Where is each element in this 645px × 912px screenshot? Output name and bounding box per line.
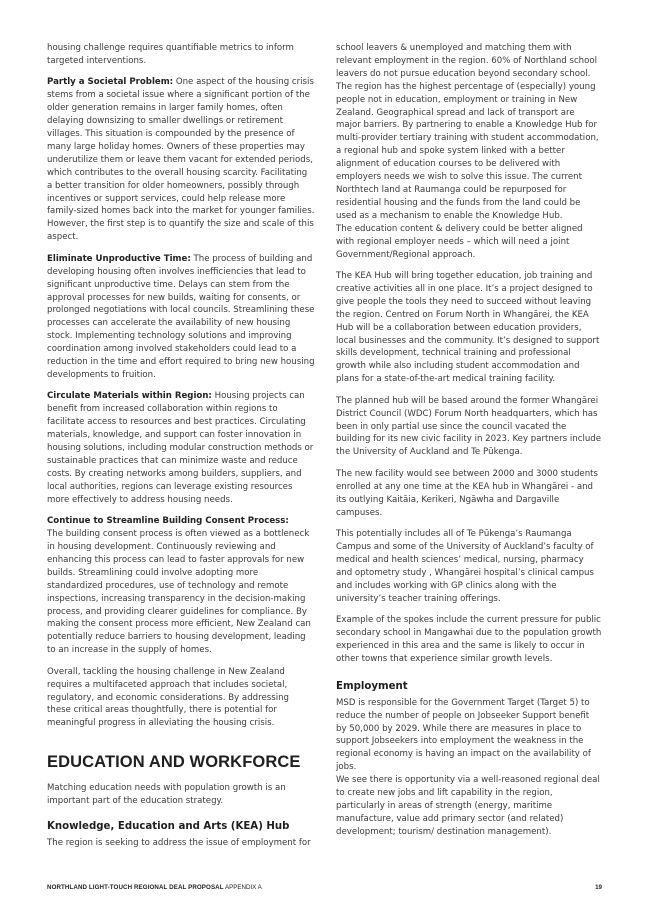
employment-paragraph-1: MSD is responsible for the Government Target (Target 5) to reduce the number of people on Jobseeker Support benefit by 50,000 by 2029. While there are measures in place to support Jobseekers into employment the weakness in the regional economy is having an impact on the availability of jobs. bbox=[336, 697, 591, 773]
overall-paragraph: Overall, tackling the housing challenge in New Zealand requires a multifaceted approach that includes societal, regulatory, and economic considerations. By addressing these critical areas thoughtfully, there is potential for meaningful progress in alleviating the housing crisis. bbox=[47, 666, 289, 729]
kea-paragraph-2: The KEA Hub will bring together education, job training and creative activities all in one place. It’s a project designed to give people the tools they need to succeed without leaving the region. Centred on Forum North in Whangārei, the KEA Hub will be a collaboration between education providers, local businesses and the community. It’s designed to support skills development, technical training and professional growth while also including student accommodation and plans for a state-of-the-art medical training facility. bbox=[336, 271, 600, 385]
circulate-text: Housing projects can benefit from increased collaboration within regions to facilitate access to resources and best practices. Circulating materials, knowledge, and support can foster innovation in housing solutions, including modular construction methods or sustainable practices that can minimize waste and reduce costs. By creating networks among builders, suppliers, and local authorities, regions can leverage existing resources more effectively to address housing needs. bbox=[47, 391, 314, 505]
page-number: 19 bbox=[595, 884, 602, 891]
intro-paragraph: housing challenge requires quantifiable metrics to inform targeted interventions. bbox=[47, 43, 294, 66]
employment-paragraph-2: We see there is opportunity via a well-reasoned regional deal to create new jobs and lift capability in the region, particularly in areas of strength (energy, maritime manufacture, value add primary sector (and related) development; tourism/ destination management). bbox=[336, 775, 600, 837]
circulate-heading: Circulate Materials within Region: bbox=[47, 391, 212, 402]
kea-intro: The region is seeking to address the issue of employment for bbox=[47, 838, 311, 849]
appendix-label: APPENDIX A bbox=[225, 884, 262, 891]
consent-paragraph bbox=[47, 515, 315, 657]
kea-paragraph-3: The planned hub will be based around the former Whangārei District Council (WDC) Forum North headquarters, which has been in only partial use since the council vacated the building for its new civic facility in 2023. Key partners include the University of Auckland and Te Pūkenga. bbox=[336, 395, 602, 458]
kea-paragraph-4: The new facility would see between 2000 and 3000 students enrolled at any one time at the KEA hub in Whangārei - and its outlying Kaitāia, Kerikeri, Ngāwha and Dargaville campuses. bbox=[336, 468, 598, 518]
employment-heading: Employment bbox=[336, 680, 408, 692]
societal-text: One aspect of the housing crisis stems from a societal issue where a significant portion of the older generation remains in larger family homes, often delaying downsizing to smaller dwellings or retirement villages. This situation is compounded by the presence of many large holiday homes. Owners of these properties may underutilize them or leave them vacant for extended periods, which contributes to the overall housing scarcity. Facilitating a better transition for older homeowners, possibly through incentives or support services, could help release more family-sized homes back into the market for younger families. However, the first step is to quantify the size and scale of this aspect. bbox=[47, 77, 315, 243]
kea-paragraph-6: Example of the spokes include the current pressure for public secondary school in Mangawhai due to the population growth experienced in this area and the same is likely to occur in other towns that experience similar growth levels. bbox=[336, 615, 602, 664]
consent-text: The building consent process is often viewed as a bottleneck in housing development. Continuously reviewing and enhancing this process can lead to faster approvals for new builds. Streamlining could involve adopting more standardized procedures, use of technology and remote inspections, increasing transparency in the decision-making process, and providing clearer guidelines for compliance. By making the consent process more efficient, New Zealand can potentially reduce barriers to housing development, leading to an increase in the supply of homes. bbox=[47, 529, 311, 656]
section-intro: Matching education needs with population growth is an important part of the education strategy. bbox=[47, 783, 286, 807]
right-column bbox=[336, 42, 602, 847]
consent-heading: Continue to Streamline Building Consent Process: bbox=[47, 516, 289, 527]
unproductive-heading: Eliminate Unproductive Time: bbox=[47, 253, 191, 264]
section-title: EDUCATION AND WORKFORCE bbox=[47, 753, 301, 772]
unproductive-text: The process of building and developing housing often involves inefficiencies that lead to significant unproductive time. Delays can stem from the approval processes for new builds, waiting for consents, or prolonged negotiations with local councils. Streamlining these processes can accelerate the availability of new housing stock. Implementing technology solutions and improving coordination among involved stakeholders could lead to a reduction in the time and effort required to bring new housing developments to fruition. bbox=[47, 253, 315, 380]
left-column bbox=[47, 42, 315, 859]
societal-paragraph bbox=[47, 76, 315, 244]
publication-title: NORTHLAND LIGHT-TOUCH REGIONAL DEAL PROPOSAL bbox=[47, 884, 224, 891]
page-footer bbox=[47, 884, 602, 891]
kea-heading: Knowledge, Education and Arts (KEA) Hub bbox=[47, 821, 290, 833]
societal-heading: Partly a Societal Problem: bbox=[47, 77, 174, 88]
kea-paragraph-5: This potentially includes all of Te Pūkenga’s Raumanga Campus and some of the University of Auckland’s faculty of medical and health sciences’ medical, nursing, pharmacy and optometry study , Whangārei hospital’s clinical campus and includes working with GP clinics along with the university’s teacher training offerings. bbox=[336, 529, 594, 604]
kea-paragraph-1: school leavers & unemployed and matching them with relevant employment in the region. 60% of Northland school leavers do not pursue education beyond secondary school. The region has the highest percentage of (especially) young people not in education, employment or training in New Zealand. Geographical spread and lack of transport are major barriers. By partnering to enable a Knowledge Hub for multi-provider tertiary training with student accommodation, a regional hub and spoke system linked with a better alignment of education courses to be delivered with employers needs we wish to solve this issue. The current Northtech land at Raumanga could be repurposed for residential housing and the funds from the land could be used as a mechanism to enable the Knowledge Hub. bbox=[336, 43, 599, 221]
unproductive-paragraph bbox=[47, 253, 315, 382]
circulate-paragraph bbox=[47, 390, 315, 506]
kea-paragraph-1b: The education content & delivery could be better aligned with regional employer needs – which will need a joint Government/Regional approach. bbox=[336, 223, 583, 260]
